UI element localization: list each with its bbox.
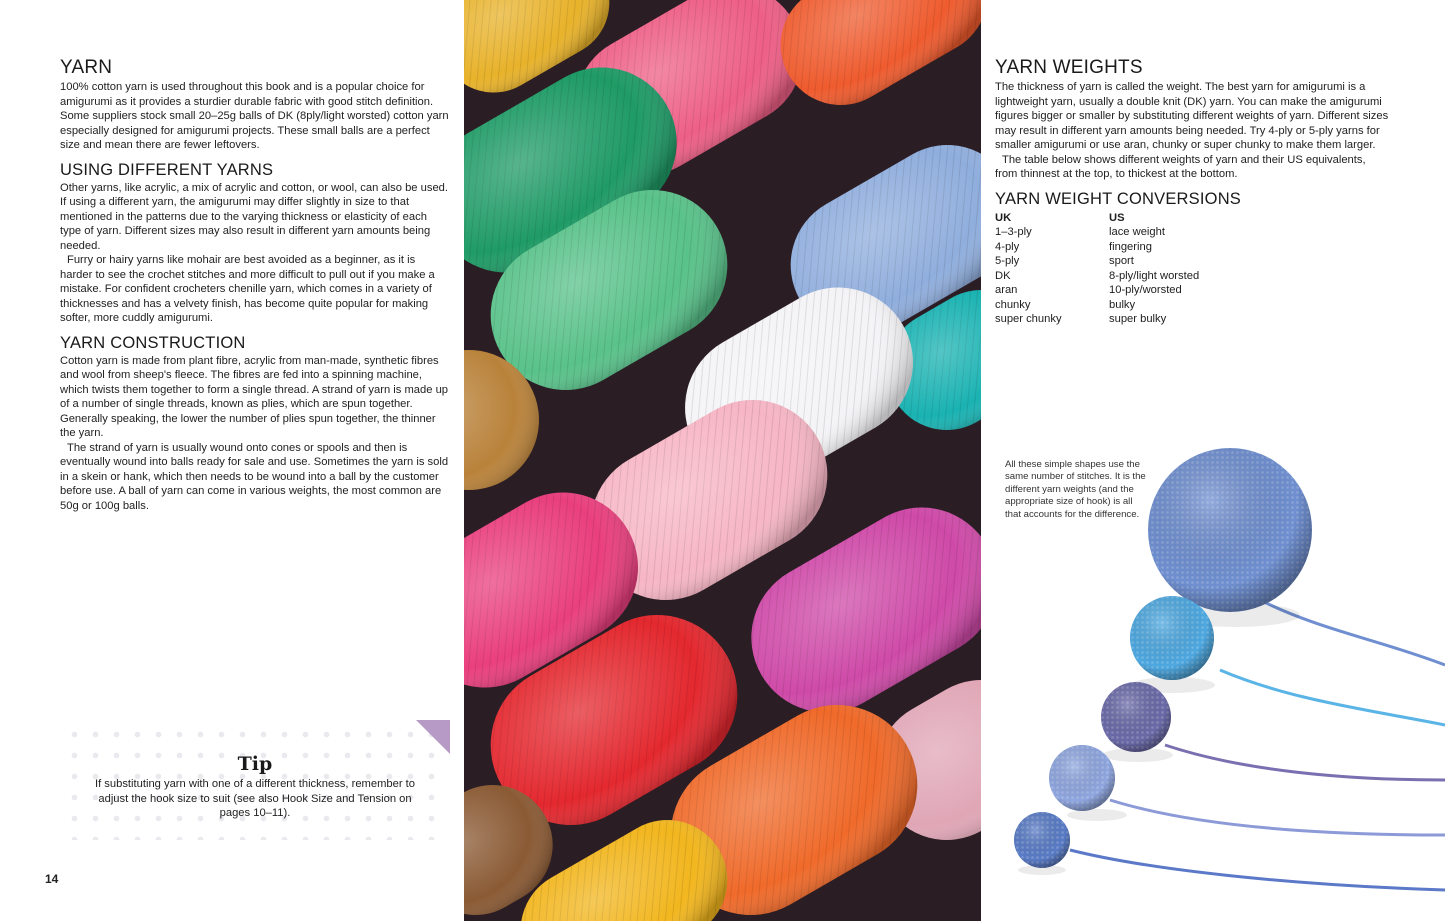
us-cell: 10-ply/worsted (1109, 284, 1182, 296)
crochet-ball-small (1101, 682, 1171, 752)
us-cell: sport (1109, 255, 1134, 267)
crochet-ball-smallest (1014, 812, 1070, 868)
uk-cell: chunky (995, 298, 1031, 311)
us-cell: fingering (1109, 240, 1152, 253)
table-row (995, 225, 1223, 240)
tip-box (60, 720, 450, 840)
page-number: 14 (45, 872, 59, 886)
different-yarns-paragraph-1: Other yarns, like acrylic, a mix of acrylic and cotton, or wool, can also be used. If using a different yarn, the amigurumi may differ slightly in size to that mentioned in the patterns due to the varying thickness or elasticity of each type of yarn. Different sizes may also result in different yarn amounts being needed. (60, 181, 449, 252)
table-header-row (995, 211, 1223, 226)
yarn-heading: YARN (60, 57, 113, 78)
uk-cell: 5-ply (995, 255, 1020, 267)
table-row (995, 240, 1223, 255)
yarn-construction-paragraph-2: The strand of yarn is usually wound onto cones or spools and then is eventually wound into balls ready for sale and use. Sometimes the yarn is sold in a skein or hank, which then needs to be wound into a ball by the customer before use. A ball of yarn can come in various weights, the most common are 50g or 100g balls. (60, 441, 449, 512)
photo-caption: All these simple shapes use the same number of stitches. It is the different yarn weights (and the appropriate size of hook) is all that accounts for the difference. (1005, 459, 1146, 520)
column-header-uk: UK (995, 211, 1012, 224)
us-cell: bulky (1109, 298, 1136, 311)
strand-3 (1165, 745, 1445, 780)
yarn-weight-conversion-table (995, 211, 1223, 327)
uk-cell: 4-ply (995, 240, 1020, 253)
yarn-weights-heading: YARN WEIGHTS (995, 57, 1143, 78)
yarn-skeins-photo (464, 0, 981, 921)
crochet-balls-photo (990, 440, 1445, 920)
us-cell: 8-ply/light worsted (1109, 269, 1200, 282)
yarn-weights-paragraph-2: The table below shows different weights of yarn and their US equivalents, from thinnest at the top, to thickest at the bottom. (995, 153, 1366, 180)
crochet-ball-medium (1130, 596, 1214, 680)
tip-title: Tip (237, 753, 273, 775)
yarn-construction-heading: YARN CONSTRUCTION (60, 333, 246, 352)
yarn-construction-paragraph-1: Cotton yarn is made from plant fibre, acrylic from man-made, synthetic fibres and wool from sheep's fleece. The fibres are fed into a spinning machine, which twists them together to form a single thread. A strand of yarn is made up of a number of single threads, known as plies, which are spun together. Generally speaking, the lower the number of plies spun together, the thinner the yarn. (60, 354, 449, 439)
us-cell: lace weight (1109, 226, 1165, 238)
uk-cell: 1–3-ply (995, 226, 1032, 238)
column-header-us: US (1109, 211, 1125, 224)
different-yarns-heading: USING DIFFERENT YARNS (60, 160, 274, 179)
yarn-paragraph: 100% cotton yarn is used throughout this book and is a popular choice for amigurumi as it provides a sturdier durable fabric with good stitch definition. Some suppliers stock small 20–25g balls of DK (8ply/light worsted) cotton yarn especially designed for amigurumi projects. These small balls are a perfect size and mean there are fewer leftovers. (60, 81, 449, 151)
left-column (60, 57, 450, 513)
yarn-weights-paragraph-1: The thickness of yarn is called the weight. The best yarn for amigurumi is a lightweight yarn, usually a double knit (DK) yarn. You can make the amigurumi figures bigger or smaller by substituting different weights of yarn. Different sizes may result in different yarn amounts being needed. Try 4-ply or 5-ply yarns for smaller amigurumi or use aran, chunky or super chunky to make them larger. (995, 81, 1389, 151)
us-cell: super bulky (1109, 313, 1167, 325)
right-column (995, 57, 1390, 327)
uk-cell: super chunky (995, 313, 1062, 325)
table-row (995, 254, 1223, 269)
strand-2 (1220, 670, 1445, 725)
uk-cell: DK (995, 269, 1011, 282)
tip-corner-triangle (416, 720, 450, 754)
table-row (995, 312, 1223, 327)
strand-4 (1110, 800, 1445, 835)
crochet-ball-smaller (1049, 745, 1115, 811)
table-row (995, 269, 1223, 284)
conversions-heading: YARN WEIGHT CONVERSIONS (995, 189, 1242, 208)
table-row (995, 283, 1223, 298)
table-row (995, 298, 1223, 313)
different-yarns-paragraph-2: Furry or hairy yarns like mohair are best avoided as a beginner, as it is harder to see the crochet stitches and more difficult to pull out if you make a mistake. For confident crocheters chenille yarn, which comes in a variety of thicknesses and has a velvety finish, has become quite popular for making softer, more cuddly amigurumi. (60, 254, 435, 324)
uk-cell: aran (995, 284, 1018, 296)
strand-5 (1070, 850, 1445, 890)
tip-text: If substituting yarn with one of a different thickness, remember to adjust the hook size to suit (see also Hook Size and Tension on pages 10–11). (94, 778, 416, 819)
crochet-ball-large (1148, 448, 1312, 612)
